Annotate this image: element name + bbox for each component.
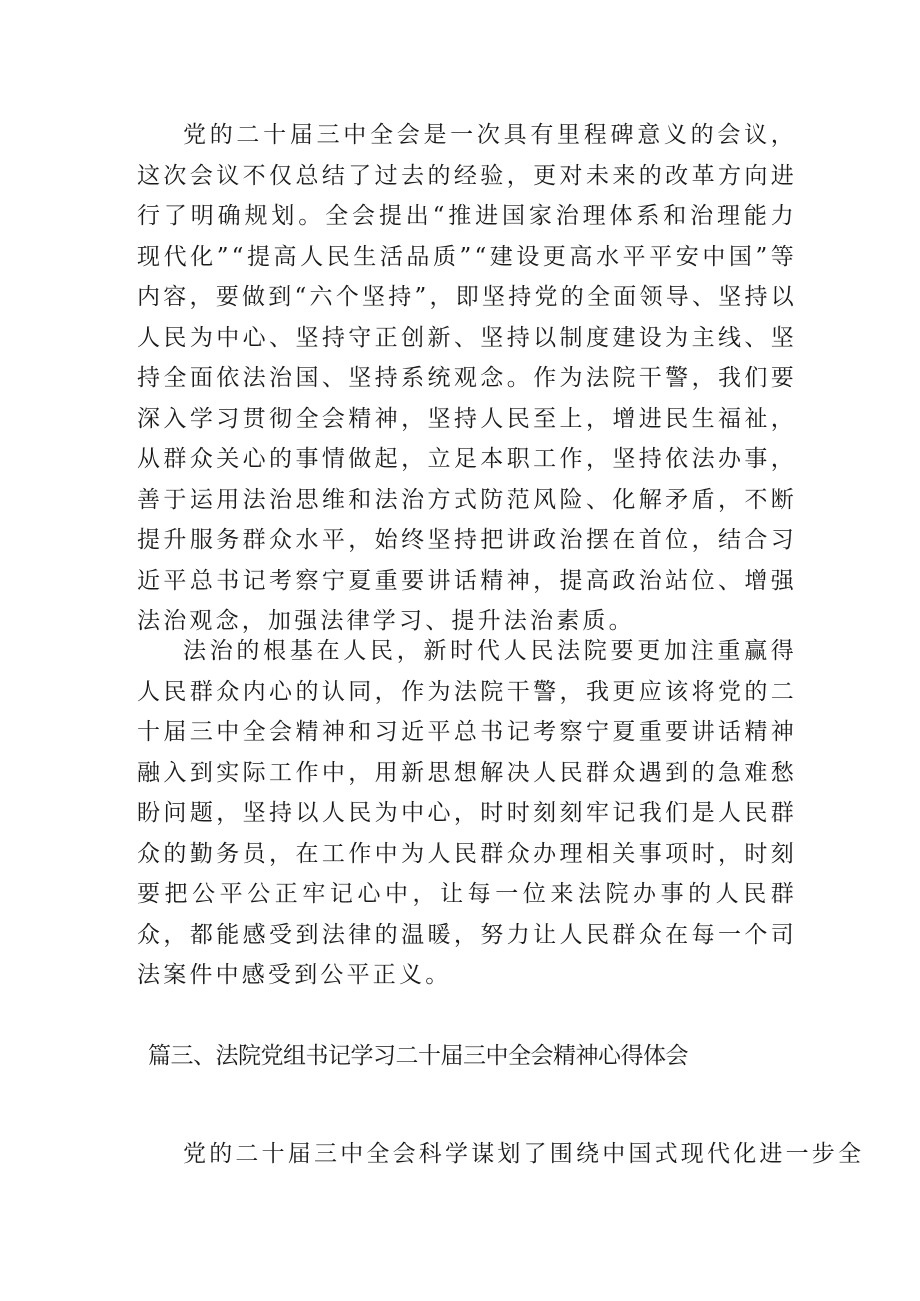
paragraph-text: 党的二十届三中全会科学谋划了围绕中国式现代化进一步全 [183,1141,865,1167]
paragraph-text: 党的二十届三中全会是一次具有里程碑意义的会议，这次会议不仅总结了过去的经验，更对未来的改革方向进行了明确规划。全会提出“推进国家治理体系和治理能力现代化”“提高人民生活品质”“建设更高水平平安中国”等内容，要做到“六个坚持”，即坚持党的全面领导、坚持以人民为中心、坚持守正创新、坚持以制度建设为主线、坚持全面依法治国、坚持系统观念。作为法院干警，我们要深入学习贯彻全会精神，坚持人民至上，增进民生福祉，从群众关心的事情做起，立足本职工作，坚持依法办事，善于运用法治思维和法治方式防范风险、化解矛盾，不断提升服务群众水平，始终坚持把讲政治摆在首位，结合习近平总书记考察宁夏重要讲话精神，提高政治站位、增强法治观念，加强法律学习、提升法治素质。 [137,122,797,634]
body-paragraph-2 [137,631,797,996]
section-first-paragraph [137,1134,865,1175]
body-paragraph-1 [137,115,797,642]
section-heading: 篇三、法院党组书记学习二十届三中全会精神心得体会 [148,1043,688,1069]
paragraph-text: 法治的根基在人民，新时代人民法院要更加注重赢得人民群众内心的认同，作为法院干警，我更应该将党的二十届三中全会精神和习近平总书记考察宁夏重要讲话精神融入到实际工作中，用新思想解决人民群众遇到的急难愁盼问题，坚持以人民为中心，时时刻刻牢记我们是人民群众的勤务员，在工作中为人民群众办理相关事项时，时刻要把公平公正牢记心中，让每一位来法院办事的人民群众，都能感受到法律的温暖，努力让人民群众在每一个司法案件中感受到公平正义。 [137,638,797,988]
